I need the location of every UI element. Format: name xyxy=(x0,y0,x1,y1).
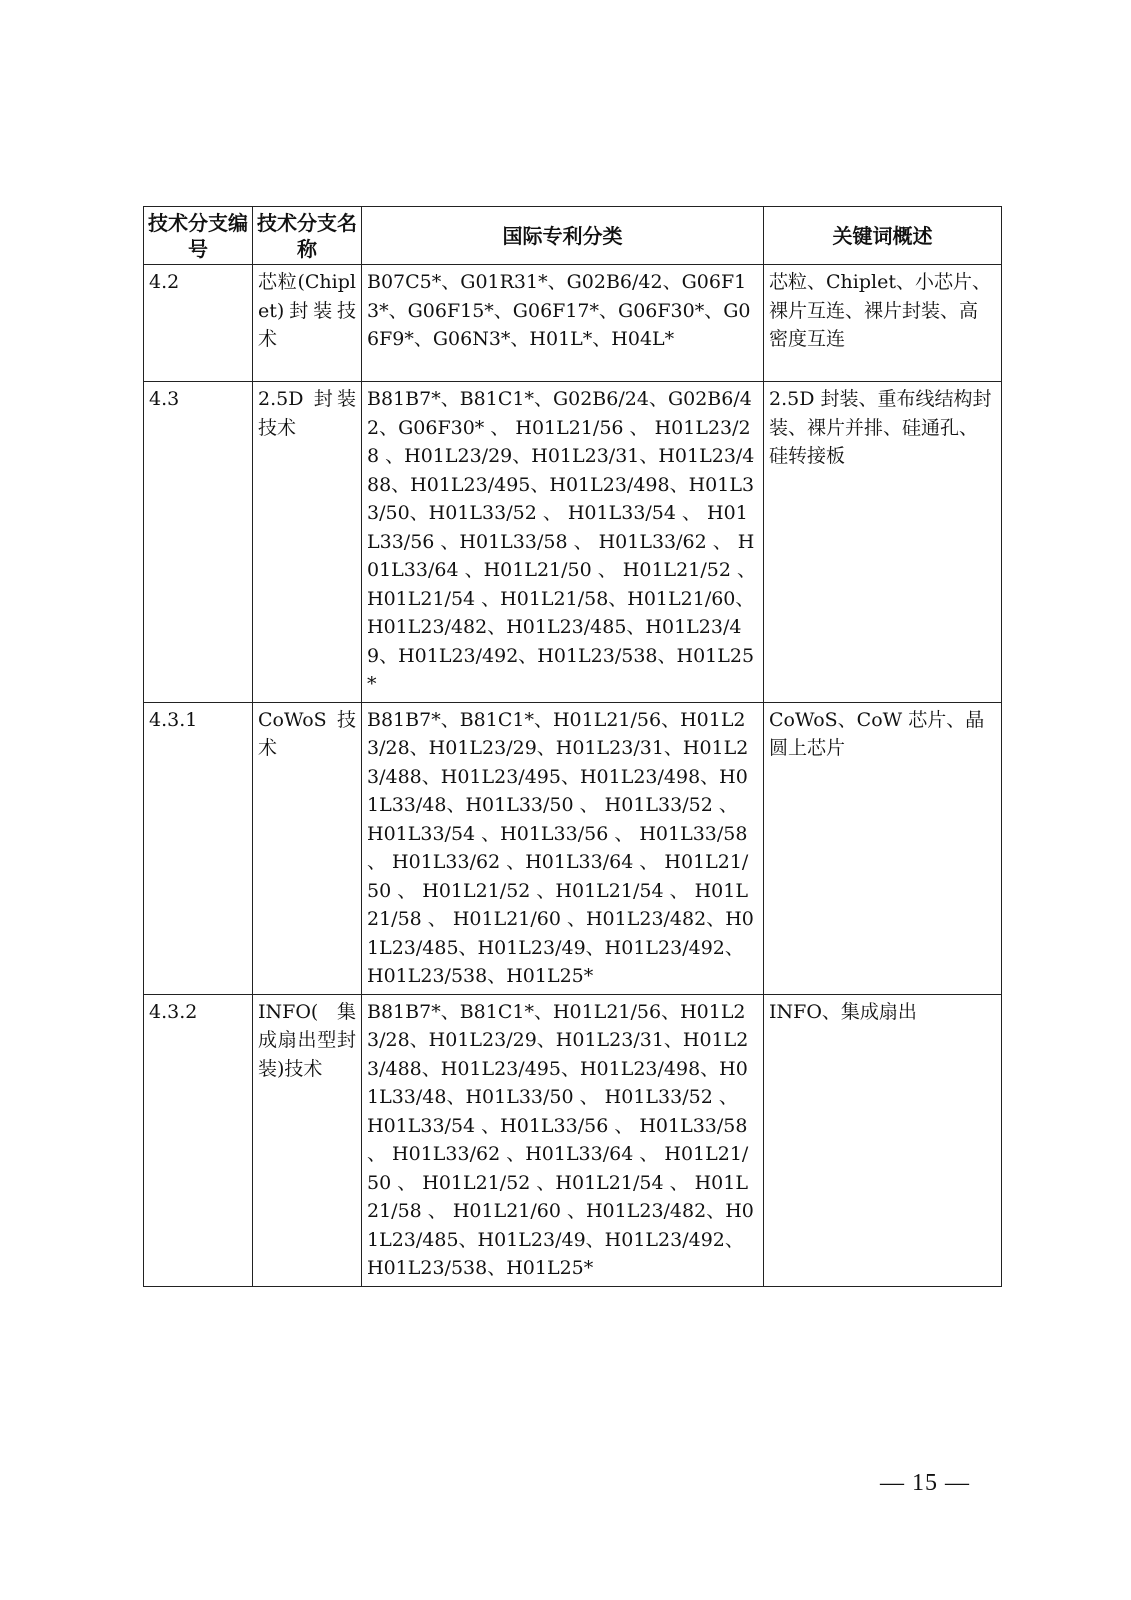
cell-keywords: 2.5D 封装、重布线结构封装、裸片并排、硅通孔、硅转接板 xyxy=(764,382,1002,703)
cell-ipc: B81B7*、B81C1*、H01L21/56、H01L23/28、H01L23/29、H01L23/31、H01L23/488、H01L23/495、H01L23/498、H01L33/48、H01L33/50 、 H01L33/52 、 H01L33/54 、H01L33/56 、 H01L33/58 、 H01L33/62 、H01L33/64 、 H01L21/50 、 H01L21/52 、H01L21/54 、 H01L21/58 、 H01L21/60 、H01L23/482、H01L23/485、H01L23/49、H01L23/492、H01L23/538、H01L25* xyxy=(362,994,764,1286)
cell-ipc: B81B7*、B81C1*、G02B6/24、G02B6/42、G06F30* 、 H01L21/56 、 H01L23/28 、H01L23/29、H01L23/31、H01L23/488、H01L23/495、H01L23/498、H01L33/50、H01L33/52 、 H01L33/54 、 H01L33/56 、H01L33/58 、 H01L33/62 、 H01L33/64 、H01L21/50 、 H01L21/52 、 H01L21/54 、H01L21/58、H01L21/60、H01L23/482、H01L23/485、H01L23/49、H01L23/492、H01L23/538、H01L25* xyxy=(362,382,764,703)
cell-branch-id: 4.3.2 xyxy=(144,994,253,1286)
cell-branch-id: 4.2 xyxy=(144,265,253,382)
cell-branch-name: INFO( 集成扇出型封装)技术 xyxy=(253,994,362,1286)
header-keywords: 关键词概述 xyxy=(764,207,1002,265)
cell-branch-name: 2.5D 封装技术 xyxy=(253,382,362,703)
cell-branch-name: CoWoS 技术 xyxy=(253,702,362,994)
cell-ipc: B81B7*、B81C1*、H01L21/56、H01L23/28、H01L23/29、H01L23/31、H01L23/488、H01L23/495、H01L23/498、H01L33/48、H01L33/50 、 H01L33/52 、 H01L33/54 、H01L33/56 、 H01L33/58 、 H01L33/62 、H01L33/64 、 H01L21/50 、 H01L21/52 、H01L21/54 、 H01L21/58 、 H01L21/60 、H01L23/482、H01L23/485、H01L23/49、H01L23/492、H01L23/538、H01L25* xyxy=(362,702,764,994)
table-row xyxy=(144,382,1002,703)
ipc-classification-table xyxy=(143,206,1002,1287)
header-branch-name: 技术分支名称 xyxy=(253,207,362,265)
header-branch-id: 技术分支编号 xyxy=(144,207,253,265)
page-number: — 15 — xyxy=(880,1470,970,1496)
table-row xyxy=(144,702,1002,994)
cell-branch-id: 4.3.1 xyxy=(144,702,253,994)
header-ipc: 国际专利分类 xyxy=(362,207,764,265)
cell-keywords: 芯粒、Chiplet、小芯片、裸片互连、裸片封装、高密度互连 xyxy=(764,265,1002,382)
table-row xyxy=(144,994,1002,1286)
table-header-row xyxy=(144,207,1002,265)
cell-ipc: B07C5*、G01R31*、G02B6/42、G06F13*、G06F15*、G06F17*、G06F30*、G06F9*、G06N3*、H01L*、H04L* xyxy=(362,265,764,382)
cell-keywords: CoWoS、CoW 芯片、晶圆上芯片 xyxy=(764,702,1002,994)
table-row xyxy=(144,265,1002,382)
cell-branch-name: 芯粒(Chiplet)封装技术 xyxy=(253,265,362,382)
cell-keywords: INFO、集成扇出 xyxy=(764,994,1002,1286)
cell-branch-id: 4.3 xyxy=(144,382,253,703)
